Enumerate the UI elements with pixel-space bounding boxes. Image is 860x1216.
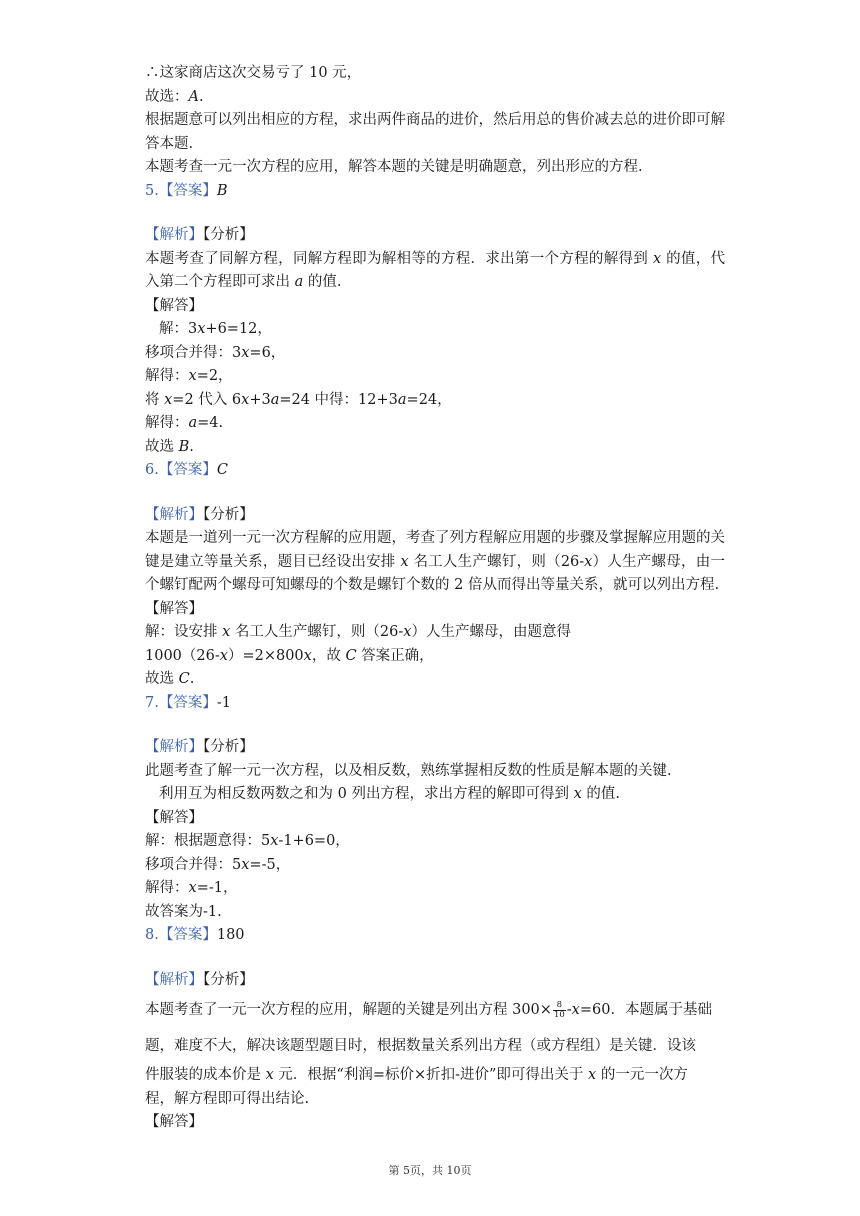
variable: a bbox=[397, 391, 407, 408]
solution-step bbox=[145, 436, 725, 460]
solution-step bbox=[145, 342, 725, 366]
solution-step bbox=[145, 668, 725, 692]
jiexi-label: 【解析】 bbox=[145, 971, 203, 988]
text-line: 本题考查一元一次方程的应用，解答本题的关键是明确题意，列出形应的方程. bbox=[145, 159, 643, 175]
text: 解：设安排 bbox=[145, 624, 223, 640]
text-paragraph: 根据题意可以列出相应的方程，求出两件商品的进价，然后用总的售价减去总的进价即可解答本题. bbox=[145, 112, 725, 152]
analysis-line bbox=[145, 783, 725, 807]
variable: a bbox=[294, 274, 304, 290]
text: -1+6=0， bbox=[278, 833, 350, 849]
text: 答案正确， bbox=[356, 647, 434, 664]
variable: x bbox=[588, 1067, 597, 1083]
analysis-line: 题，难度不大，解决该题型题目时，根据数量关系列出方程（或方程组）是关键．设该 bbox=[145, 1038, 696, 1054]
text: 解得： bbox=[145, 368, 189, 384]
jieda-label: 【解答】 bbox=[145, 297, 203, 314]
answer-line-6 bbox=[145, 459, 725, 483]
text: 件服装的成本价是 bbox=[145, 1067, 266, 1083]
variable: x bbox=[584, 553, 593, 570]
section-header bbox=[145, 224, 725, 248]
solution-step bbox=[145, 877, 725, 901]
fenxi-label: 【分析】 bbox=[203, 506, 254, 523]
analysis-line: 此题考查了解一元一次方程，以及相反数，熟练掌握相反数的性质是解本题的关键. bbox=[145, 762, 672, 779]
variable: B bbox=[178, 438, 190, 455]
solution-step bbox=[145, 365, 725, 389]
section-header bbox=[145, 736, 725, 760]
variable: x bbox=[573, 786, 582, 802]
variable: x bbox=[303, 647, 312, 664]
text: 移项合并得：5 bbox=[145, 856, 242, 873]
solution-step bbox=[145, 830, 725, 854]
solution-step bbox=[145, 854, 725, 878]
text: 解：根据题意得：5 bbox=[145, 833, 271, 849]
solution-step bbox=[145, 412, 725, 436]
solution-step: 故答案为-1. bbox=[145, 903, 222, 920]
variable: C bbox=[345, 647, 357, 664]
fraction bbox=[553, 1001, 566, 1020]
text: =24 中得：12+3 bbox=[279, 391, 398, 408]
analysis-line: 程，解方程即可得出结论. bbox=[145, 1090, 310, 1107]
variable: x bbox=[188, 368, 197, 384]
variable: x bbox=[241, 856, 250, 873]
jieda-label: 【解答】 bbox=[145, 809, 203, 826]
variable: C bbox=[178, 671, 190, 687]
document-page bbox=[145, 62, 725, 1135]
answer-label: 8.【答案】 bbox=[145, 927, 217, 943]
section-header bbox=[145, 969, 725, 993]
analysis-line bbox=[145, 1064, 725, 1088]
text-line bbox=[145, 62, 725, 86]
answer-value: B bbox=[216, 182, 228, 199]
variable: x bbox=[164, 391, 173, 408]
answer-value: -1 bbox=[216, 694, 231, 711]
text: 元．根据“利润=标价×折扣-进价”即可得出关于 bbox=[273, 1067, 589, 1083]
text: - bbox=[566, 1002, 572, 1018]
text: =-1， bbox=[196, 880, 238, 896]
variable: A bbox=[188, 88, 199, 105]
variable: x bbox=[270, 833, 279, 849]
variable: x bbox=[265, 1067, 274, 1083]
text: ，故 bbox=[311, 647, 346, 664]
variable: x bbox=[197, 321, 206, 337]
fraction-denominator: 10 bbox=[553, 1009, 565, 1020]
variable: x bbox=[403, 624, 412, 640]
fenxi-label: 【分析】 bbox=[203, 739, 254, 755]
text: ）人生产螺母，由一个螺钉配两个螺母可知螺母的个数是螺钉个数的 2 倍从而得出等量关系，就可以列出方程. bbox=[145, 553, 726, 593]
text: 解：3 bbox=[159, 321, 198, 337]
answer-line-8 bbox=[145, 924, 725, 948]
text: 故选 bbox=[145, 671, 179, 687]
jiexi-label: 【解析】 bbox=[145, 739, 203, 755]
section-header bbox=[145, 504, 725, 528]
text: 本题考查了同解方程，同解方程即为解相等的方程．求出第一个方程的解得到 bbox=[145, 250, 654, 267]
answer-label: 5.【答案】 bbox=[145, 182, 217, 199]
text: 的值. bbox=[581, 786, 620, 802]
jiexi-label: 【解析】 bbox=[145, 506, 203, 523]
text: ∴这家商店这次交易亏了 10 元， bbox=[145, 65, 362, 81]
text: =6， bbox=[249, 344, 286, 361]
text: 名工人生产螺钉，则（26- bbox=[230, 624, 404, 640]
text: =60．本题属于基础 bbox=[579, 1002, 712, 1018]
text: . bbox=[198, 88, 204, 105]
text: +6=12， bbox=[205, 321, 272, 337]
solution-step bbox=[145, 621, 725, 645]
answer-value: C bbox=[216, 462, 228, 478]
page-footer: 第 5页，共 10页 bbox=[388, 1164, 472, 1177]
analysis-line bbox=[145, 992, 725, 1028]
variable: x bbox=[571, 1002, 580, 1018]
text: =4. bbox=[197, 415, 224, 431]
fenxi-label: 【分析】 bbox=[203, 227, 254, 243]
text: =2， bbox=[196, 368, 233, 384]
variable: x bbox=[188, 880, 197, 896]
text: 故选 bbox=[145, 438, 179, 455]
solution-step bbox=[145, 645, 725, 669]
jieda-label: 【解答】 bbox=[145, 1114, 203, 1130]
text: 解得： bbox=[145, 415, 189, 431]
text: +3 bbox=[249, 391, 271, 408]
text: 故选： bbox=[145, 88, 189, 105]
variable: x bbox=[219, 647, 228, 664]
variable: x bbox=[653, 250, 662, 267]
text: 的一元一次方 bbox=[596, 1067, 688, 1083]
text: 解得： bbox=[145, 880, 189, 896]
fenxi-label: 【分析】 bbox=[203, 971, 254, 988]
text: =2 代入 6 bbox=[172, 391, 242, 408]
answer-label: 6.【答案】 bbox=[145, 462, 217, 478]
answer-line-5 bbox=[145, 180, 725, 204]
text-line bbox=[145, 86, 725, 110]
variable: x bbox=[241, 391, 250, 408]
text: =-5， bbox=[249, 856, 291, 873]
solution-step bbox=[145, 318, 725, 342]
text: 1000（26- bbox=[145, 647, 220, 664]
analysis-paragraph bbox=[145, 527, 725, 598]
text: 利用互为相反数两数之和为 0 列出方程，求出方程的解即可得到 bbox=[159, 786, 574, 802]
answer-line-7 bbox=[145, 692, 725, 716]
answer-value: 180 bbox=[216, 927, 245, 943]
variable: x bbox=[400, 553, 409, 570]
answer-label: 7.【答案】 bbox=[145, 694, 217, 711]
text: 的值，代入第二个方程即可求出 bbox=[145, 250, 726, 290]
text: =24， bbox=[406, 391, 452, 408]
analysis-paragraph bbox=[145, 248, 725, 295]
text: 移项合并得：3 bbox=[145, 344, 242, 361]
text: ）人生产螺母，由题意得 bbox=[411, 624, 571, 640]
variable: x bbox=[222, 624, 231, 640]
variable: a bbox=[188, 415, 198, 431]
fraction-numerator: 8 bbox=[553, 1001, 566, 1011]
solution-step bbox=[145, 389, 725, 413]
text: 名工人生产螺钉，则（26- bbox=[408, 553, 585, 570]
text: 的值. bbox=[303, 274, 342, 290]
jiexi-label: 【解析】 bbox=[145, 227, 203, 243]
variable: a bbox=[270, 391, 280, 408]
text: 本题考查了一元一次方程的应用，解题的关键是列出方程 300× bbox=[145, 1002, 552, 1018]
text: . bbox=[189, 671, 195, 687]
text: 将 bbox=[145, 391, 165, 408]
text: 本题是一道列一元一次方程解的应用题，考查了列方程解应用题的步骤及掌握解应用题的关键是建立等量关系，题目已经设出安排 bbox=[145, 530, 725, 570]
text: . bbox=[189, 438, 194, 455]
jieda-label: 【解答】 bbox=[145, 600, 203, 617]
text: ）=2×800 bbox=[227, 647, 304, 664]
variable: x bbox=[241, 344, 250, 361]
